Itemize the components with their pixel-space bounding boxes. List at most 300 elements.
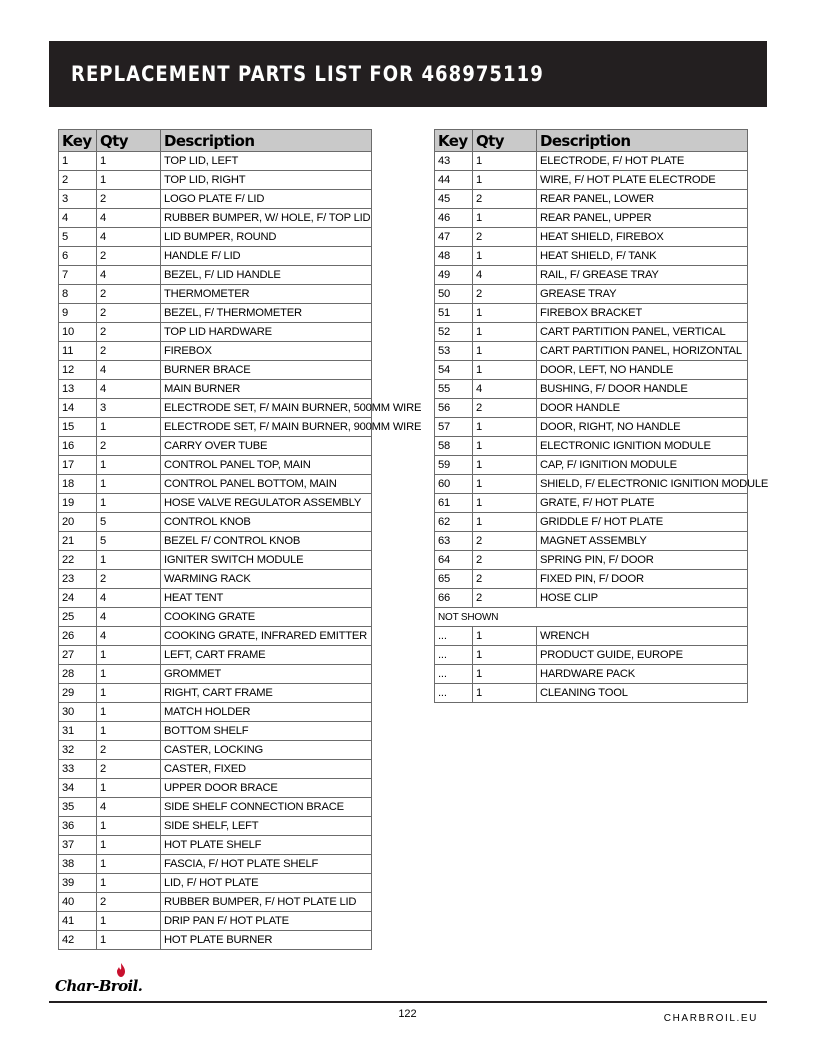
table-row (59, 152, 372, 171)
part-description: CONTROL KNOB (161, 513, 372, 532)
part-qty: 2 (97, 437, 161, 456)
part-qty: 2 (97, 304, 161, 323)
part-key: 5 (59, 228, 97, 247)
table-row (59, 437, 372, 456)
table-header-row (435, 130, 748, 152)
part-key: 29 (59, 684, 97, 703)
table-row (59, 342, 372, 361)
table-row (435, 190, 748, 209)
part-key: 4 (59, 209, 97, 228)
table-row (435, 380, 748, 399)
part-description: GRATE, F/ HOT PLATE (537, 494, 748, 513)
part-qty: 4 (97, 589, 161, 608)
part-qty: 2 (473, 399, 537, 418)
part-qty: 1 (473, 247, 537, 266)
column-header-description: Description (537, 130, 748, 152)
part-description: HOT PLATE BURNER (161, 931, 372, 950)
page-title: REPLACEMENT PARTS LIST FOR 468975119 (71, 62, 544, 86)
part-qty: 1 (473, 209, 537, 228)
table-row (435, 570, 748, 589)
part-qty: 1 (97, 836, 161, 855)
column-header-qty: Qty (97, 130, 161, 152)
part-key: 30 (59, 703, 97, 722)
part-description: WARMING RACK (161, 570, 372, 589)
part-description: TOP LID, RIGHT (161, 171, 372, 190)
part-description: DOOR, LEFT, NO HANDLE (537, 361, 748, 380)
part-description: WRENCH (537, 627, 748, 646)
table-row (435, 532, 748, 551)
part-description: LID BUMPER, ROUND (161, 228, 372, 247)
part-description: DOOR, RIGHT, NO HANDLE (537, 418, 748, 437)
part-description: ELECTRODE SET, F/ MAIN BURNER, 900MM WIRE (161, 418, 372, 437)
part-description: FIXED PIN, F/ DOOR (537, 570, 748, 589)
part-key: 34 (59, 779, 97, 798)
table-row (59, 266, 372, 285)
part-description: FIREBOX BRACKET (537, 304, 748, 323)
table-row (435, 266, 748, 285)
part-description: HEAT SHIELD, FIREBOX (537, 228, 748, 247)
part-qty: 5 (97, 513, 161, 532)
part-qty: 1 (97, 665, 161, 684)
table-row (435, 361, 748, 380)
part-key: 53 (435, 342, 473, 361)
part-key: 24 (59, 589, 97, 608)
part-qty: 1 (473, 342, 537, 361)
part-key: 59 (435, 456, 473, 475)
part-key: 63 (435, 532, 473, 551)
part-description: GROMMET (161, 665, 372, 684)
table-row (435, 171, 748, 190)
table-row (59, 836, 372, 855)
part-key: 15 (59, 418, 97, 437)
part-qty: 1 (473, 171, 537, 190)
table-row (59, 380, 372, 399)
part-qty: 1 (473, 475, 537, 494)
part-qty: 1 (473, 437, 537, 456)
parts-table-right (434, 129, 769, 703)
part-description: PRODUCT GUIDE, EUROPE (537, 646, 748, 665)
part-key: 46 (435, 209, 473, 228)
char-broil-logo (55, 963, 145, 995)
part-key: 54 (435, 361, 473, 380)
part-description: SIDE SHELF CONNECTION BRACE (161, 798, 372, 817)
table-row (59, 551, 372, 570)
table-row (59, 513, 372, 532)
part-description: BEZEL, F/ THERMOMETER (161, 304, 372, 323)
table-row (59, 608, 372, 627)
part-qty: 1 (97, 912, 161, 931)
table-row (435, 437, 748, 456)
part-qty: 1 (97, 152, 161, 171)
part-description: BURNER BRACE (161, 361, 372, 380)
part-qty: 2 (473, 190, 537, 209)
part-key: 65 (435, 570, 473, 589)
part-qty: 1 (97, 646, 161, 665)
part-key: 62 (435, 513, 473, 532)
table-row (59, 646, 372, 665)
part-qty: 4 (97, 608, 161, 627)
footer-divider (49, 1001, 767, 1003)
part-description: CAP, F/ IGNITION MODULE (537, 456, 748, 475)
part-description: RAIL, F/ GREASE TRAY (537, 266, 748, 285)
part-description: SIDE SHELF, LEFT (161, 817, 372, 836)
part-qty: 4 (97, 209, 161, 228)
part-key: 8 (59, 285, 97, 304)
part-key: 31 (59, 722, 97, 741)
part-description: CONTROL PANEL TOP, MAIN (161, 456, 372, 475)
part-description: ELECTRONIC IGNITION MODULE (537, 437, 748, 456)
part-description: BEZEL, F/ LID HANDLE (161, 266, 372, 285)
part-description: TOP LID HARDWARE (161, 323, 372, 342)
part-key: 11 (59, 342, 97, 361)
table-row (59, 171, 372, 190)
part-qty: 1 (473, 665, 537, 684)
table-row (59, 893, 372, 912)
part-description: HARDWARE PACK (537, 665, 748, 684)
part-key: 2 (59, 171, 97, 190)
page-number: 122 (398, 1008, 417, 1020)
part-description: RUBBER BUMPER, W/ HOLE, F/ TOP LID (161, 209, 372, 228)
part-qty: 1 (473, 684, 537, 703)
part-key: 51 (435, 304, 473, 323)
part-key: 10 (59, 323, 97, 342)
part-key: 22 (59, 551, 97, 570)
part-key: 27 (59, 646, 97, 665)
table-row (435, 228, 748, 247)
part-key: 28 (59, 665, 97, 684)
column-header-key: Key (435, 130, 473, 152)
table-row (59, 779, 372, 798)
part-key: 44 (435, 171, 473, 190)
table-row (435, 494, 748, 513)
part-key: 37 (59, 836, 97, 855)
table-row (59, 209, 372, 228)
table-row (59, 190, 372, 209)
part-description: GRIDDLE F/ HOT PLATE (537, 513, 748, 532)
part-description: HEAT TENT (161, 589, 372, 608)
part-key: ... (435, 665, 473, 684)
part-description: DRIP PAN F/ HOT PLATE (161, 912, 372, 931)
part-description: WIRE, F/ HOT PLATE ELECTRODE (537, 171, 748, 190)
part-description: TOP LID, LEFT (161, 152, 372, 171)
part-qty: 1 (97, 703, 161, 722)
part-key: 6 (59, 247, 97, 266)
part-description: CLEANING TOOL (537, 684, 748, 703)
part-key: 41 (59, 912, 97, 931)
part-key: 61 (435, 494, 473, 513)
part-description: ELECTRODE, F/ HOT PLATE (537, 152, 748, 171)
table-row (59, 494, 372, 513)
part-qty: 1 (473, 646, 537, 665)
part-description: COOKING GRATE, INFRARED EMITTER (161, 627, 372, 646)
part-key: 18 (59, 475, 97, 494)
part-key: 19 (59, 494, 97, 513)
part-qty: 1 (97, 418, 161, 437)
table-row (59, 684, 372, 703)
table-row (59, 532, 372, 551)
part-key: ... (435, 684, 473, 703)
part-qty: 2 (97, 190, 161, 209)
part-qty: 4 (97, 361, 161, 380)
part-description: CASTER, LOCKING (161, 741, 372, 760)
part-qty: 2 (97, 323, 161, 342)
part-key: 14 (59, 399, 97, 418)
part-qty: 2 (473, 570, 537, 589)
part-qty: 2 (473, 589, 537, 608)
table-row (435, 342, 748, 361)
part-description: SHIELD, F/ ELECTRONIC IGNITION MODULE (537, 475, 748, 494)
table-row (435, 684, 748, 703)
part-qty: 1 (473, 627, 537, 646)
table-row (59, 285, 372, 304)
part-qty: 1 (97, 874, 161, 893)
table-row (435, 247, 748, 266)
part-qty: 4 (97, 627, 161, 646)
table-row (59, 589, 372, 608)
part-description: HEAT SHIELD, F/ TANK (537, 247, 748, 266)
part-qty: 1 (473, 152, 537, 171)
table-row (59, 228, 372, 247)
part-qty: 1 (97, 779, 161, 798)
table-row (435, 152, 748, 171)
part-key: 58 (435, 437, 473, 456)
part-key: 21 (59, 532, 97, 551)
table-row (435, 475, 748, 494)
part-qty: 1 (473, 361, 537, 380)
part-description: CONTROL PANEL BOTTOM, MAIN (161, 475, 372, 494)
part-qty: 4 (473, 266, 537, 285)
part-description: HOSE CLIP (537, 589, 748, 608)
part-key: 50 (435, 285, 473, 304)
part-qty: 4 (97, 266, 161, 285)
site-url: CHARBROIL.EU (663, 1013, 758, 1024)
not-shown-label: NOT SHOWN (435, 608, 748, 627)
part-key: 43 (435, 152, 473, 171)
part-description: MAIN BURNER (161, 380, 372, 399)
part-description: SPRING PIN, F/ DOOR (537, 551, 748, 570)
part-qty: 1 (97, 456, 161, 475)
part-key: 17 (59, 456, 97, 475)
part-key: 47 (435, 228, 473, 247)
table-row (59, 741, 372, 760)
part-qty: 4 (97, 798, 161, 817)
part-description: IGNITER SWITCH MODULE (161, 551, 372, 570)
part-qty: 5 (97, 532, 161, 551)
part-description: MATCH HOLDER (161, 703, 372, 722)
table-row (435, 304, 748, 323)
part-description: GREASE TRAY (537, 285, 748, 304)
table-row (435, 513, 748, 532)
part-key: 60 (435, 475, 473, 494)
table-row (59, 665, 372, 684)
part-qty: 4 (97, 380, 161, 399)
table-row (435, 456, 748, 475)
part-description: HANDLE F/ LID (161, 247, 372, 266)
part-description: CARRY OVER TUBE (161, 437, 372, 456)
part-key: 42 (59, 931, 97, 950)
part-description: ELECTRODE SET, F/ MAIN BURNER, 500MM WIRE (161, 399, 372, 418)
table-row (59, 323, 372, 342)
table-row (59, 247, 372, 266)
part-key: 13 (59, 380, 97, 399)
part-key: 49 (435, 266, 473, 285)
logo-text: Char-Broil. (55, 977, 143, 995)
part-description: HOSE VALVE REGULATOR ASSEMBLY (161, 494, 372, 513)
part-qty: 1 (473, 304, 537, 323)
table-row (59, 912, 372, 931)
table-row (435, 551, 748, 570)
part-qty: 1 (97, 475, 161, 494)
part-description: CART PARTITION PANEL, VERTICAL (537, 323, 748, 342)
part-qty: 2 (473, 285, 537, 304)
part-key: 35 (59, 798, 97, 817)
part-key: 52 (435, 323, 473, 342)
part-description: THERMOMETER (161, 285, 372, 304)
part-qty: 2 (97, 285, 161, 304)
table-header-row (59, 130, 372, 152)
part-description: MAGNET ASSEMBLY (537, 532, 748, 551)
part-qty: 2 (97, 247, 161, 266)
part-key: 55 (435, 380, 473, 399)
part-qty: 1 (473, 323, 537, 342)
part-qty: 4 (473, 380, 537, 399)
part-key: 57 (435, 418, 473, 437)
part-qty: 1 (97, 931, 161, 950)
table-row (435, 665, 748, 684)
part-qty: 1 (97, 551, 161, 570)
part-description: COOKING GRATE (161, 608, 372, 627)
part-qty: 1 (97, 817, 161, 836)
table-row (435, 399, 748, 418)
part-qty: 1 (473, 513, 537, 532)
part-qty: 2 (473, 228, 537, 247)
part-qty: 1 (473, 418, 537, 437)
part-description: FASCIA, F/ HOT PLATE SHELF (161, 855, 372, 874)
header-bar (49, 41, 767, 107)
part-key: 12 (59, 361, 97, 380)
part-qty: 4 (97, 228, 161, 247)
table-row (59, 931, 372, 950)
not-shown-row (435, 608, 748, 627)
table-row (59, 798, 372, 817)
part-description: RIGHT, CART FRAME (161, 684, 372, 703)
table-row (435, 285, 748, 304)
part-qty: 2 (97, 570, 161, 589)
part-key: 1 (59, 152, 97, 171)
part-key: 40 (59, 893, 97, 912)
part-key: 26 (59, 627, 97, 646)
table-row (435, 323, 748, 342)
part-qty: 2 (97, 893, 161, 912)
part-key: 39 (59, 874, 97, 893)
part-qty: 1 (97, 494, 161, 513)
flame-icon (116, 963, 126, 977)
table-row (59, 855, 372, 874)
part-key: 9 (59, 304, 97, 323)
part-description: BEZEL F/ CONTROL KNOB (161, 532, 372, 551)
parts-table-left (58, 129, 422, 950)
part-description: LID, F/ HOT PLATE (161, 874, 372, 893)
part-key: 33 (59, 760, 97, 779)
part-description: DOOR HANDLE (537, 399, 748, 418)
part-qty: 1 (473, 494, 537, 513)
part-key: ... (435, 646, 473, 665)
table-row (59, 817, 372, 836)
part-key: 36 (59, 817, 97, 836)
part-qty: 2 (97, 342, 161, 361)
table-row (435, 418, 748, 437)
table-row (59, 399, 372, 418)
table-row (59, 456, 372, 475)
part-key: 25 (59, 608, 97, 627)
part-qty: 2 (473, 551, 537, 570)
table-row (435, 627, 748, 646)
part-description: REAR PANEL, UPPER (537, 209, 748, 228)
column-header-qty: Qty (473, 130, 537, 152)
part-description: UPPER DOOR BRACE (161, 779, 372, 798)
table-row (435, 209, 748, 228)
part-description: LOGO PLATE F/ LID (161, 190, 372, 209)
table-row (59, 722, 372, 741)
part-description: RUBBER BUMPER, F/ HOT PLATE LID (161, 893, 372, 912)
part-key: ... (435, 627, 473, 646)
part-qty: 1 (97, 855, 161, 874)
part-key: 20 (59, 513, 97, 532)
part-description: FIREBOX (161, 342, 372, 361)
part-description: CART PARTITION PANEL, HORIZONTAL (537, 342, 748, 361)
part-qty: 2 (97, 760, 161, 779)
part-qty: 1 (97, 171, 161, 190)
table-row (59, 874, 372, 893)
part-key: 56 (435, 399, 473, 418)
part-key: 32 (59, 741, 97, 760)
part-key: 45 (435, 190, 473, 209)
table-row (59, 703, 372, 722)
part-description: REAR PANEL, LOWER (537, 190, 748, 209)
part-description: BUSHING, F/ DOOR HANDLE (537, 380, 748, 399)
part-qty: 2 (473, 532, 537, 551)
part-key: 7 (59, 266, 97, 285)
table-row (59, 475, 372, 494)
part-description: LEFT, CART FRAME (161, 646, 372, 665)
part-description: HOT PLATE SHELF (161, 836, 372, 855)
part-qty: 1 (473, 456, 537, 475)
part-key: 48 (435, 247, 473, 266)
table-row (59, 570, 372, 589)
table-row (59, 304, 372, 323)
table-row (59, 760, 372, 779)
part-key: 64 (435, 551, 473, 570)
part-qty: 3 (97, 399, 161, 418)
table-row (59, 361, 372, 380)
part-description: BOTTOM SHELF (161, 722, 372, 741)
part-description: CASTER, FIXED (161, 760, 372, 779)
column-header-key: Key (59, 130, 97, 152)
part-qty: 1 (97, 684, 161, 703)
part-qty: 1 (97, 722, 161, 741)
table-row (59, 627, 372, 646)
column-header-description: Description (161, 130, 372, 152)
part-key: 3 (59, 190, 97, 209)
table-row (59, 418, 372, 437)
part-qty: 2 (97, 741, 161, 760)
part-key: 38 (59, 855, 97, 874)
table-row (435, 589, 748, 608)
table-row (435, 646, 748, 665)
part-key: 23 (59, 570, 97, 589)
part-key: 16 (59, 437, 97, 456)
part-key: 66 (435, 589, 473, 608)
